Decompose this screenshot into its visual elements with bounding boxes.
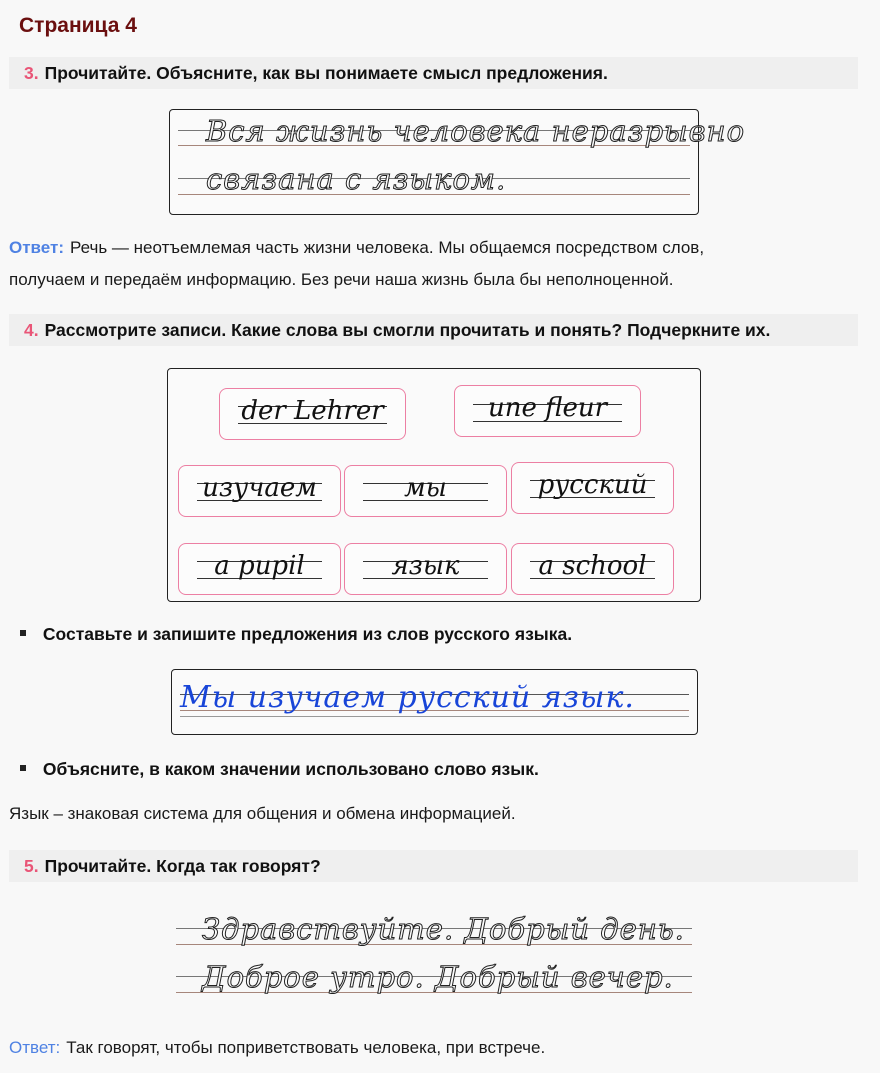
word-card: язык	[344, 543, 507, 595]
answer-label: Ответ:	[9, 1038, 61, 1057]
handwriting-sentence: Мы изучаем русский язык.	[180, 680, 635, 715]
handwriting-image-task3	[169, 109, 746, 215]
bullet-text: Объясните, в каком значении использовано слово язык.	[42, 759, 539, 779]
handwriting-line: Здравствуйте. Добрый день.	[202, 912, 685, 946]
answer-text: Так говорят, чтобы поприветствовать человека, при встрече.	[66, 1038, 546, 1057]
word-card: a school	[511, 543, 674, 595]
answer-task5	[9, 1032, 545, 1064]
explanation-text: Язык – знаковая система для общения и обмена информацией.	[9, 804, 516, 823]
task-prompt: Прочитайте. Когда так говорят?	[44, 856, 321, 876]
page-title: Страница 4	[19, 14, 137, 37]
task-number: 4.	[24, 320, 39, 340]
answer-task3	[9, 232, 704, 264]
task-number: 5.	[24, 856, 39, 876]
word-cards-image	[167, 368, 701, 602]
task-5-header	[9, 850, 858, 882]
answer-task3-line2: получаем и передаём информацию. Без речи наша жизнь была бы неполноценной.	[9, 270, 674, 289]
handwriting-line: Доброе утро. Добрый вечер.	[202, 960, 674, 994]
word-card: изучаем	[178, 465, 341, 517]
task-3-header	[9, 57, 858, 89]
bullet-text: Составьте и запишите предложения из слов русского языка.	[42, 624, 573, 644]
task-4-header	[9, 314, 858, 346]
task-number: 3.	[24, 63, 39, 83]
word-card: a pupil	[178, 543, 341, 595]
word-card: der Lehrer	[219, 388, 406, 440]
handwriting-line: связана с языком.	[206, 162, 507, 196]
bullet-question	[20, 759, 539, 780]
answer-label: Ответ:	[9, 238, 64, 257]
handwriting-image-task5	[176, 900, 692, 1000]
word-card: une fleur	[454, 385, 641, 437]
task-prompt: Рассмотрите записи. Какие слова вы смогли прочитать и понять? Подчеркните их.	[44, 320, 771, 340]
task-prompt: Прочитайте. Объясните, как вы понимаете смысл предложения.	[44, 63, 608, 83]
bullet-question	[20, 624, 572, 645]
word-card: русский	[511, 462, 674, 514]
answer-text: Речь — неотъемлемая часть жизни человека. Мы общаемся посредством слов,	[70, 238, 705, 257]
handwriting-answer-box	[171, 669, 698, 735]
handwriting-line: Вся жизнь человека неразрывно	[206, 114, 746, 148]
word-card: мы	[344, 465, 507, 517]
